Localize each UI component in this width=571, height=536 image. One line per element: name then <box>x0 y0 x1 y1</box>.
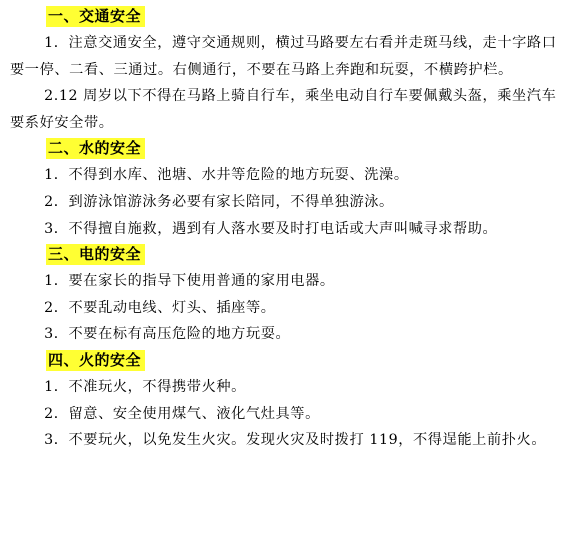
paragraph: 1．要在家长的指导下使用普通的家用电器。 <box>44 273 335 290</box>
section-heading-traffic: 一、交通安全 <box>46 6 145 27</box>
section-heading-electricity: 三、电的安全 <box>46 244 145 265</box>
section-heading-fire: 四、火的安全 <box>46 350 145 371</box>
paragraph: 2.12 周岁以下不得在马路上骑自行车，乘坐电动自行车要佩戴头盔，乘坐汽车要系好安全带。 <box>10 88 557 131</box>
paragraph: 1．不得到水库、池塘、水井等危险的地方玩耍、洗澡。 <box>44 167 409 184</box>
paragraph: 2．不要乱动电线、灯头、插座等。 <box>44 299 276 316</box>
paragraph: 3．不要在标有高压危险的地方玩耍。 <box>44 326 291 343</box>
section-heading-row <box>10 4 563 30</box>
paragraph: 1．注意交通安全，遵守交通规则，横过马路要左右看并走斑马线，走十字路口要一停、二看、三通过。右侧通行，不要在马路上奔跑和玩耍，不横跨护栏。 <box>10 35 557 78</box>
paragraph: 1．不准玩火，不得携带火种。 <box>44 378 246 395</box>
paragraph: 3．不要玩火，以免发生火灾。发现火灾及时拨打 119，不得逞能上前扑火。 <box>44 432 547 449</box>
paragraph: 3．不得擅自施救，遇到有人落水要及时打电话或大声叫喊寻求帮助。 <box>44 220 498 237</box>
section-heading-water: 二、水的安全 <box>46 138 145 159</box>
paragraph: 2．留意、安全使用煤气、液化气灶具等。 <box>44 405 320 422</box>
paragraph: 2．到游泳馆游泳务必要有家长陪同，不得单独游泳。 <box>44 193 394 210</box>
section-heading-row <box>10 242 563 268</box>
section-heading-row <box>10 136 563 162</box>
section-heading-row <box>10 348 563 374</box>
